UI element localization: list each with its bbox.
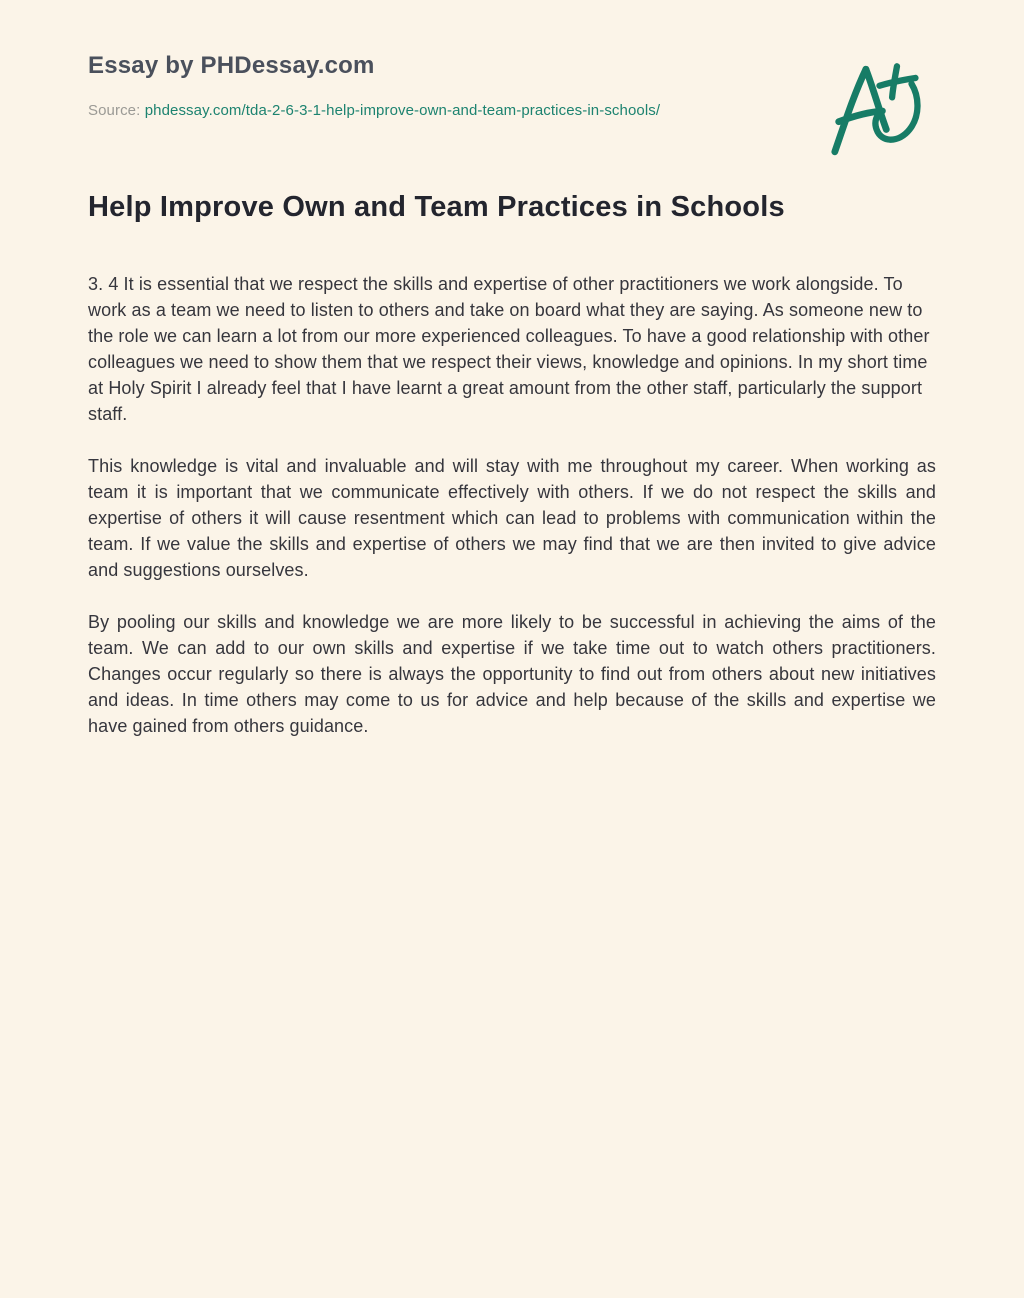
essay-body	[88, 271, 936, 739]
essay-paragraph-2: This knowledge is vital and invaluable and will stay with me throughout my career. When working as team it is important that we communicate effectively with others. If we do not respect the skills and expertise of others it will cause resentment which can lead to problems with communication within the team. If we value the skills and expertise of others we may find that we are then invited to give advice and suggestions ourselves.	[88, 456, 936, 580]
essay-paragraph-1: 3. 4 It is essential that we respect the skills and expertise of other practitioners we work alongside. To work as a team we need to listen to others and take on board what they are saying. As someone new to the role we can learn a lot from our more experienced colleagues. To have a good relationship with other colleagues we need to show them that we respect their views, knowledge and opinions. In my short time at Holy Spirit I already feel that I have learnt a great amount from the other staff, particularly the support staff.	[88, 274, 930, 424]
a-plus-logo-icon	[828, 56, 930, 166]
source-link[interactable]: phdessay.com/tda-2-6-3-1-help-improve-own-and-team-practices-in-schools/	[144, 102, 661, 119]
essay-title: Help Improve Own and Team Practices in Schools	[88, 191, 785, 223]
byline: Essay by PHDessay.com	[88, 52, 375, 79]
essay-paragraph-3: By pooling our skills and knowledge we are more likely to be successful in achieving the aims of the team. We can add to our own skills and expertise if we take time out to watch others practitioners. Changes occur regularly so there is always the opportunity to find out from others about new initiatives and ideas. In time others may come to us for advice and help because of the skills and expertise we have gained from others guidance.	[88, 612, 936, 736]
source-line	[88, 102, 936, 119]
source-label: Source:	[88, 102, 141, 119]
